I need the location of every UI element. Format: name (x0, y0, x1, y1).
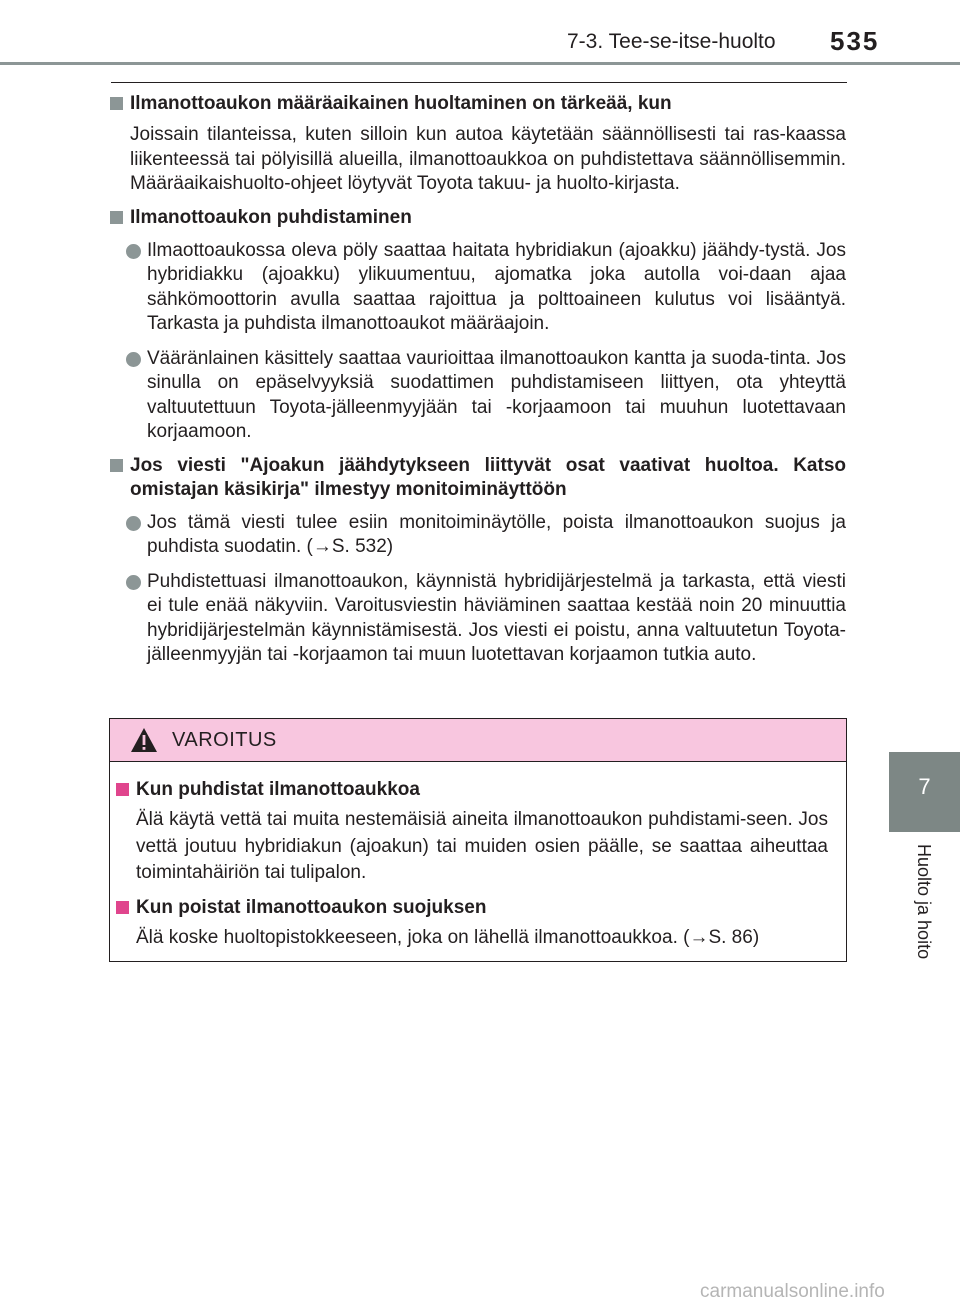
square-bullet-icon (110, 459, 123, 472)
square-bullet-icon (110, 97, 123, 110)
warning-item-heading-text: Kun poistat ilmanottoaukon suojuksen (136, 896, 487, 918)
bullet-text: Ilmaottoaukossa oleva pöly saattaa haitata hybridiakun (ajoakku) jäähdy-tystä. Jos hybridiakku (ajoakku) ylikuumentuu, ajomatka joka autolla voi-daan ajaa sähkömoottorin avulla saattaa rajoittua ja polttoaineen kulutus voi lisääntyä. Tarkasta ja puhdista ilmanottoaukot määräajoin. (147, 239, 846, 334)
circle-bullet-icon (126, 516, 141, 531)
warning-item-text: Älä koske huoltopistokkeeseen, joka on lähellä ilmanottoaukkoa. (→S. 86) (136, 926, 760, 948)
square-bullet-icon (110, 211, 123, 224)
watermark: carmanualsonline.info (700, 1281, 885, 1302)
top-rule (111, 82, 847, 83)
section-heading (108, 206, 846, 230)
warning-item-heading (114, 896, 828, 920)
warning-box (109, 718, 847, 962)
section-paragraph: Joissain tilanteissa, kuten silloin kun autoa käytetään säännöllisesti tai ras-kaassa liikenteessä tai pölyisillä alueilla, ilmanottoaukkoa on puhdistettava säännöllisemmin. Määräaikaishuolto-ohjeet löytyvät Toyota takuu- ja huolto-kirjasta. (130, 124, 846, 194)
chapter-tab (889, 752, 960, 832)
bullet-text: Jos tämä viesti tulee esiin monitoiminäytölle, poista ilmanottoaukon suojus ja puhdista suodatin. (→S. 532) (147, 511, 846, 557)
bullet-item (108, 239, 846, 337)
chapter-number: 7 (918, 774, 931, 799)
circle-bullet-icon (126, 352, 141, 367)
bullet-text: Puhdistettuasi ilmanottoaukon, käynnistä hybridijärjestelmä ja tarkasta, että viesti ei tule enää näkyviin. Varoitusviestin häviäminen saattaa kestää noin 20 minuuttia hybridijärjestelmän käynnistämisestä. Jos viesti ei poistu, anna valtuutetun Toyota-jälleenmyyjän tai -korjaamon tai muun luotettavan korjaamon tutkia auto. (147, 570, 846, 665)
warning-item-text: Älä käytä vettä tai muita nestemäisiä aineita ilmanottoaukon puhdistami-seen. Jos vettä joutuu hybridiakun (ajoakun) tai muiden osien päälle, se saattaa aiheuttaa toimintahäiriön tai tulipalon. (136, 809, 828, 883)
circle-bullet-icon (126, 244, 141, 259)
page-header (0, 0, 960, 62)
square-bullet-icon (116, 783, 129, 796)
section-heading (108, 454, 846, 502)
section-heading-text: Ilmanottoaukon puhdistaminen (130, 206, 412, 228)
chapter-label-area (889, 832, 960, 982)
section-heading-text: Jos viesti "Ajoakun jäähdytykseen liittyvät osat vaativat huoltoa. Katso omistajan käsikirja" ilmestyy monitoiminäyttöön (130, 454, 846, 500)
chapter-label: Huolto ja hoito (914, 844, 934, 960)
warning-title: VAROITUS (172, 729, 277, 751)
bullet-item (108, 347, 846, 445)
section-heading (108, 92, 846, 116)
warning-header (110, 719, 846, 762)
warning-item-heading-text: Kun puhdistat ilmanottoaukkoa (136, 779, 420, 800)
warning-body (110, 762, 846, 951)
warning-triangle-icon (130, 727, 158, 753)
bullet-item (108, 511, 846, 560)
main-content (108, 92, 846, 668)
warning-item-heading (114, 778, 828, 802)
section-label: 7-3. Tee-se-itse-huolto (567, 30, 776, 53)
page-number: 535 (830, 26, 880, 56)
section-heading-text: Ilmanottoaukon määräaikainen huoltaminen on tärkeää, kun (130, 93, 672, 114)
bullet-item (108, 570, 846, 668)
square-bullet-icon (116, 901, 129, 914)
circle-bullet-icon (126, 575, 141, 590)
header-rule (0, 62, 960, 65)
bullet-text: Vääränlainen käsittely saattaa vaurioittaa ilmanottoaukon kantta ja suoda-tinta. Jos sinulla on epäselvyyksiä suodattimen puhdistamiseen liittyen, ota yhteyttä valtuutettuun Toyota-jälleenmyyjään tai -korjaamoon tai muuhun luotettavaan korjaamoon. (147, 347, 846, 442)
